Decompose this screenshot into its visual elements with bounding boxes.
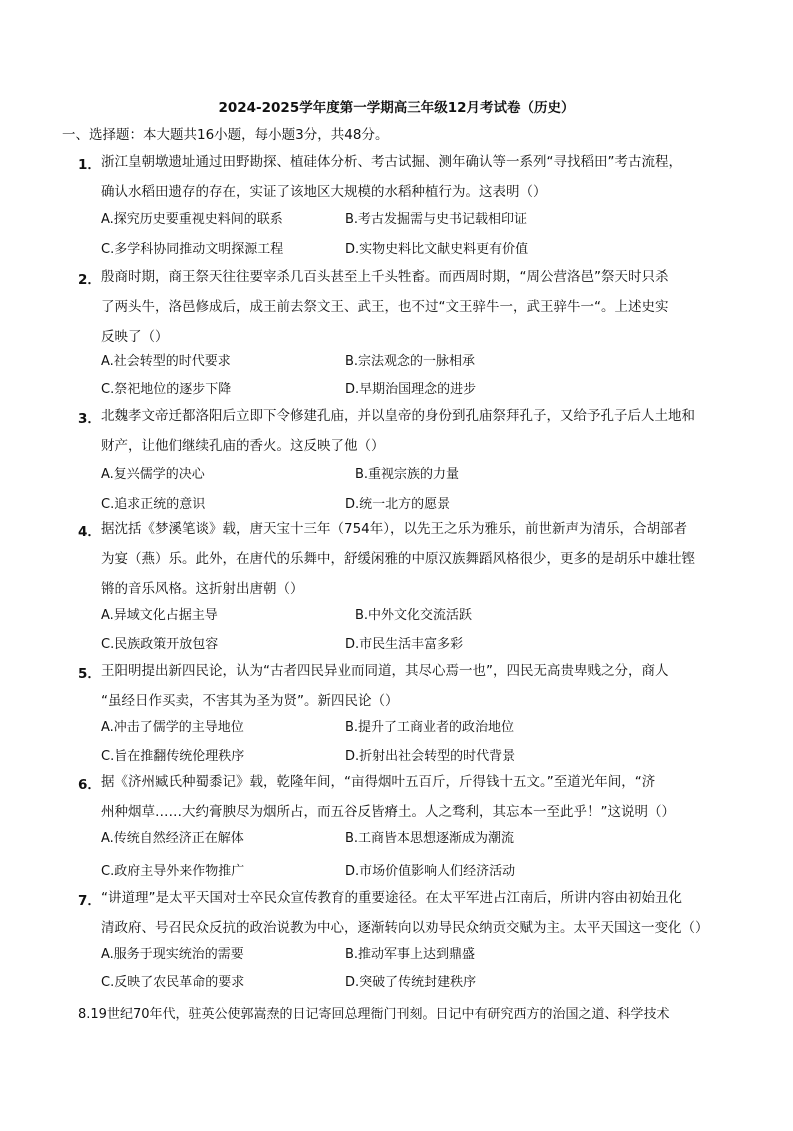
stem-line: 据《济州臧氏种蜀黍记》载，乾隆年间，“亩得烟叶五百斤，斤得钱十五文。”至道光年间，“济 xyxy=(101,774,656,790)
option-a[interactable]: A.冲击了儒学的主导地位 xyxy=(101,720,244,735)
option-c[interactable]: C.祭祀地位的逐步下降 xyxy=(101,382,232,397)
stem-line: 反映了（） xyxy=(101,329,169,345)
question-stem xyxy=(101,401,721,461)
option-c[interactable]: C.追求正统的意识 xyxy=(101,497,206,512)
question-number: 1． xyxy=(78,157,101,173)
option-b[interactable]: B.宗法观念的一脉相承 xyxy=(345,354,476,369)
option-c[interactable]: C.政府主导外来作物推广 xyxy=(101,864,245,879)
stem-line: 浙江皇朝墩遗址通过田野勘探、植硅体分析、考古试掘、测年确认等一系列“寻找稻田”考古流程， xyxy=(101,154,682,170)
stem-line: 为宴（燕）乐。此外，在唐代的乐舞中，舒缓闲雅的中原汉族舞蹈风格很少，更多的是胡乐中雄壮铿 xyxy=(101,551,695,567)
question-number: 7． xyxy=(78,893,101,909)
section-heading: 一、选择题：本大题共16小题，每小题3分，共48分。 xyxy=(62,127,389,143)
question-stem xyxy=(101,147,721,207)
exam-title: 2024-2025学年度第一学期高三年级12月考试卷（历史） xyxy=(218,100,575,116)
option-a[interactable]: A.社会转型的时代要求 xyxy=(101,354,231,369)
option-d[interactable]: D.市场价值影响人们经济活动 xyxy=(345,864,516,879)
question-stem xyxy=(101,883,721,943)
stem-line: 锵的音乐风格。这折射出唐朝（） xyxy=(101,581,304,597)
question-stem xyxy=(101,656,721,716)
stem-line: 8.19世纪70年代，驻英公使郭嵩焘的日记寄回总理衙门刊刻。日记中有研究西方的治国之道、科学技术 xyxy=(78,1007,670,1022)
option-a[interactable]: A.传统自然经济正在解体 xyxy=(101,831,244,846)
stem-line: 财产，让他们继续孔庙的香火。这反映了他（） xyxy=(101,438,385,454)
option-b[interactable]: B.考古发掘需与史书记载相印证 xyxy=(345,212,528,227)
stem-line: 据沈括《梦溪笔谈》载，唐天宝十三年（754年），以先王之乐为雅乐，前世新声为清乐，合胡部者 xyxy=(101,521,688,537)
question-stem xyxy=(101,262,721,352)
question-stem xyxy=(101,767,721,827)
option-c[interactable]: C.多学科协同推动文明探源工程 xyxy=(101,242,284,257)
stem-line: 确认水稻田遗存的存在，实证了该地区大规模的水稻种植行为。这表明（） xyxy=(101,184,547,200)
option-d[interactable]: D.市民生活丰富多彩 xyxy=(345,637,464,652)
option-d[interactable]: D.早期治国理念的进步 xyxy=(345,382,477,397)
question-number: 6． xyxy=(78,777,101,793)
option-a[interactable]: A.异域文化占据主导 xyxy=(101,608,218,623)
stem-line: “讲道理”是太平天国对士卒民众宣传教育的重要途径。在太平军进占江南后，所讲内容由初始丑化 xyxy=(101,890,682,906)
question-number: 4． xyxy=(78,524,101,540)
stem-line: “虽经日作买卖，不害其为圣为贤”。新四民论（） xyxy=(101,693,399,709)
stem-line: 王阳明提出新四民论，认为“古者四民异业而同道，其尽心焉一也”，四民无高贵卑贱之分，商人 xyxy=(101,663,669,679)
option-d[interactable]: D.实物史料比文献史料更有价值 xyxy=(345,242,529,257)
stem-line: 清政府、号召民众反抗的政治说教为中心，逐渐转向以劝导民众纳贡交赋为主。太平天国这一变化（） xyxy=(101,920,709,936)
option-d[interactable]: D.折射出社会转型的时代背景 xyxy=(345,749,516,764)
option-d[interactable]: D.突破了传统封建秩序 xyxy=(345,975,477,990)
option-b[interactable]: B.中外文化交流活跃 xyxy=(355,608,473,623)
stem-line: 殷商时期，商王祭天往往要宰杀几百头甚至上千头牲畜。而西周时期，“周公营洛邑”祭天时只杀 xyxy=(101,269,669,285)
option-b[interactable]: B.重视宗族的力量 xyxy=(355,467,460,482)
option-b[interactable]: B.提升了工商业者的政治地位 xyxy=(345,720,515,735)
option-c[interactable]: C.民族政策开放包容 xyxy=(101,637,219,652)
option-d[interactable]: D.统一北方的愿景 xyxy=(345,497,451,512)
question-stem xyxy=(101,514,721,604)
question-stem xyxy=(78,1000,758,1030)
option-c[interactable]: C.旨在推翻传统伦理秩序 xyxy=(101,749,245,764)
option-b[interactable]: B.工商皆本思想逐渐成为潮流 xyxy=(345,831,515,846)
option-c[interactable]: C.反映了农民革命的要求 xyxy=(101,975,245,990)
option-a[interactable]: A.服务于现实统治的需要 xyxy=(101,947,244,962)
option-a[interactable]: A.探究历史要重视史料间的联系 xyxy=(101,212,283,227)
option-b[interactable]: B.推动军事上达到鼎盛 xyxy=(345,947,476,962)
stem-line: 北魏孝文帝迁都洛阳后立即下令修建孔庙，并以皇帝的身份到孔庙祭拜孔子，又给予孔子后人土地和 xyxy=(101,408,695,424)
question-number: 2． xyxy=(78,272,101,288)
option-a[interactable]: A.复兴儒学的决心 xyxy=(101,467,205,482)
stem-line: 州种烟草……大约膏腴尽为烟所占，而五谷反皆瘠土。人之骛利，其忘本一至此乎！”这说明（） xyxy=(101,804,675,820)
question-number: 3． xyxy=(78,411,101,427)
question-number: 5． xyxy=(78,666,101,682)
stem-line: 了两头牛，洛邑修成后，成王前去祭文王、武王，也不过“文王骍牛一，武王骍牛一“。上述史实 xyxy=(101,299,669,315)
